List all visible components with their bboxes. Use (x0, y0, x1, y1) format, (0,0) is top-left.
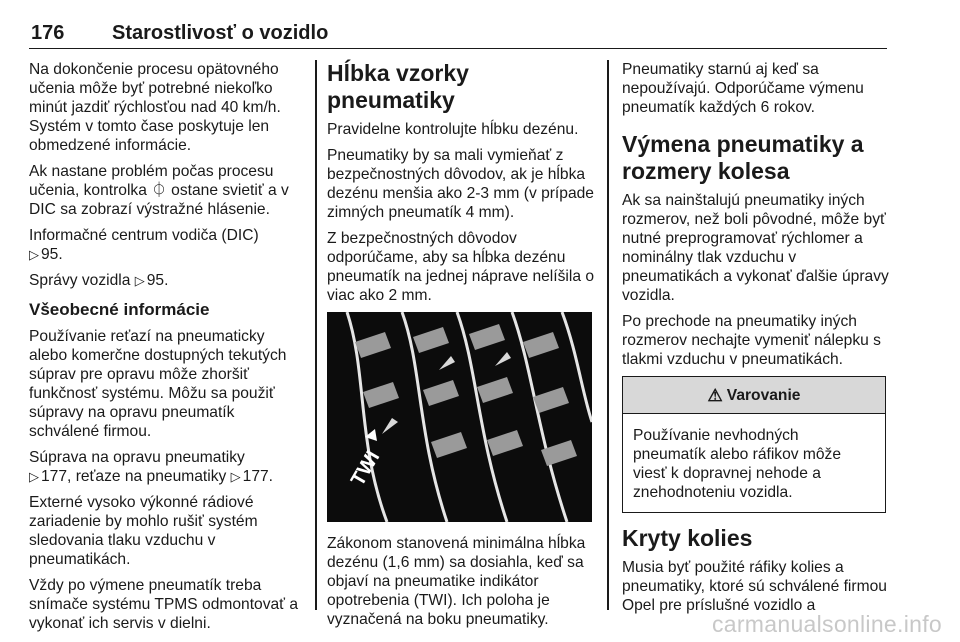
column-divider (607, 60, 609, 610)
page-number: 176 (31, 22, 65, 44)
watermark: carmanualsonline.info (711, 611, 942, 637)
paragraph: Pneumatiky by sa mali vymieňať z bezpečnostných dôvodov, ak je hĺbka dezénu menšia ako 2-3 mm (v prípade zimných pneumatík 4 mm). (327, 147, 594, 221)
page-reference[interactable]: 95. (41, 246, 63, 263)
paragraph: Ak sa nainštalujú pneumatiky iných rozmerov, než boli pôvodné, môže byť nutné preprogramovať rýchlomer a nominálny tlak vzduchu v pneumatikách a vykonať ďalšie úpravy vozidla. (622, 192, 889, 304)
section-heading: Výmena pneumatiky a rozmery kolesa (622, 131, 864, 184)
section-heading: Všeobecné informácie (29, 300, 210, 319)
twi-label: TWI (346, 447, 385, 490)
paragraph: Po prechode na pneumatiky iných rozmerov nechajte vymeniť nálepku s tlakmi vzduchu v pneumatikách. (622, 313, 881, 368)
paragraph: Na dokončenie procesu opätovného učenia môže byť potrebné niekoľko minút jazdiť rýchlosťou nad 40 km/h. Systém v tomto čase poskytuje len obmedzené informácie. (29, 61, 281, 154)
page-ref-arrow-icon: ▷ (134, 273, 145, 288)
page-reference[interactable]: 95. (146, 272, 169, 289)
warning-triangle-icon: ⚠ (707, 385, 723, 405)
paragraph: Používanie reťazí na pneumaticky alebo komerčne dostupných tekutých súprav pre opravu môže zhoršiť funkčnosť systému. Môžu sa použiť súpravy na opravu pneumatík schválené firmou. (29, 328, 287, 440)
paragraph: Pneumatiky starnú aj keď sa nepoužívajú. Odporúčame výmenu pneumatík každých 6 rokov. (622, 61, 864, 116)
paragraph: Externé vysoko výkonné rádiové zariadenie by mohlo rušiť systém sledovania tlaku vzduchu v pneumatikách. (29, 494, 258, 568)
page-ref-arrow-icon: ▷ (230, 469, 241, 484)
paragraph: Vždy po výmene pneumatík treba snímače systému TPMS odmontovať a vykonať ich servis v dielni. (29, 577, 299, 632)
paragraph: Zákonom stanovená minimálna hĺbka dezénu (1,6 mm) sa dosiahla, keď sa objaví na pneumatike indikátor opotrebenia (TWI). Ich poloha je vyznačená na boku pneumatiky. (327, 535, 586, 628)
tire-tread-image (327, 312, 592, 522)
column-middle (327, 60, 595, 636)
paragraph: Súprava na opravu pneumatiky ▷ 177, reťaze na pneumatiky ▷ 177. (29, 449, 273, 485)
paragraph: Správy vozidla ▷ 95. (29, 272, 169, 289)
page-header (29, 8, 887, 49)
warning-header (623, 377, 885, 414)
paragraph: Ak nastane problém počas procesu učenia, kontrolka ⏀ ostane svietiť a v DIC sa zobrazí výstražné hlásenie. (29, 163, 289, 218)
tpms-warning-light-icon: ⏀ (151, 182, 167, 199)
page-ref-arrow-icon: ▷ (29, 469, 39, 484)
warning-text: Používanie nevhodných pneumatík alebo ráfikov môže viesť k dopravnej nehode a znehodnoteniu vozidla. (633, 427, 842, 501)
paragraph: Pravidelne kontrolujte hĺbku dezénu. (327, 121, 579, 138)
page-title: Starostlivosť o vozidlo (112, 22, 329, 44)
column-left (29, 60, 304, 640)
paragraph: Z bezpečnostných dôvodov odporúčame, aby sa hĺbka dezénu pneumatík na jednej náprave nelíšila o viac ako 2 mm. (327, 230, 595, 304)
paragraph: Informačné centrum vodiča (DIC) ▷ 95. (29, 227, 259, 263)
page-ref-arrow-icon: ▷ (29, 247, 39, 262)
section-heading: Kryty kolies (622, 525, 753, 551)
section-heading: Hĺbka vzorky pneumatiky (327, 60, 469, 113)
page-reference[interactable]: 177. (242, 468, 273, 485)
column-right (622, 60, 890, 622)
page-reference[interactable]: 177 (41, 468, 68, 485)
warning-title: Varovanie (726, 386, 801, 404)
paragraph: Musia byť použité ráfiky kolies a pneumatiky, ktoré sú schválené firmou Opel pre príslušné vozidlo a (622, 559, 887, 614)
warning-box (622, 376, 886, 513)
column-divider (315, 60, 317, 610)
